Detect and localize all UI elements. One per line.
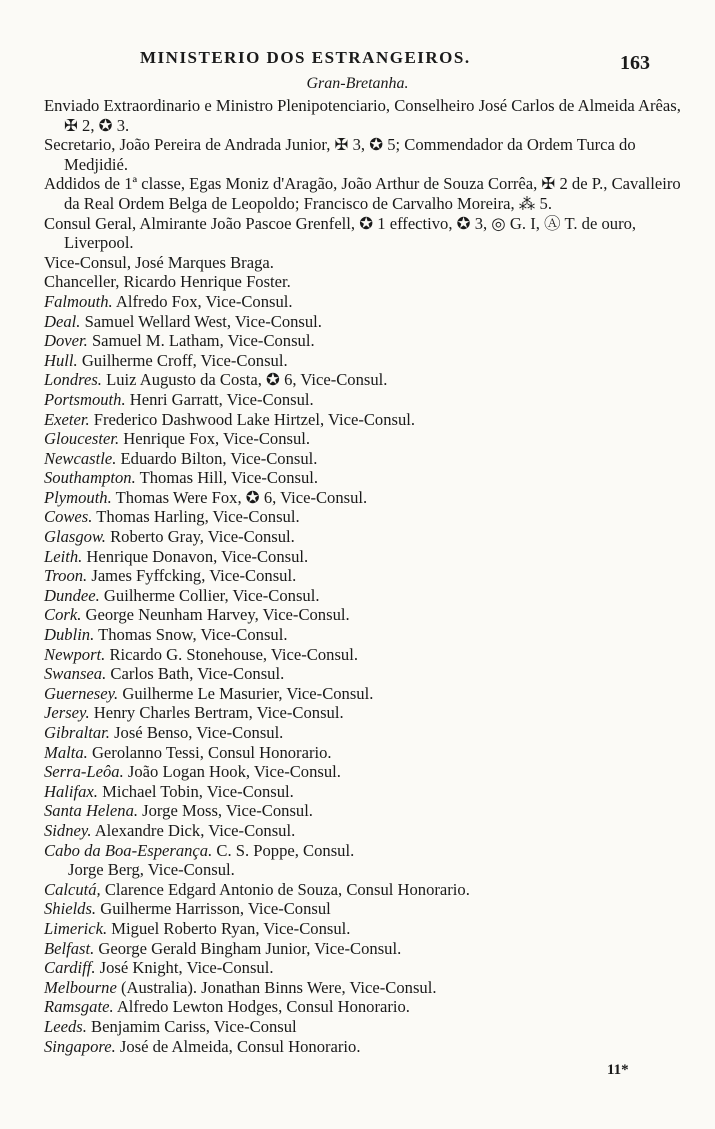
consulate-place: Malta. [44, 742, 88, 762]
consulate-officer: José Knight, Vice-Consul. [99, 958, 274, 978]
consulate-entry [44, 429, 684, 449]
consulate-entry [44, 1037, 684, 1057]
running-title: MINISTERIO DOS ESTRANGEIROS. [140, 48, 471, 67]
consulate-officer: Samuel Wellard West, Vice-Consul. [84, 311, 322, 331]
consulate-officer: George Gerald Bingham Junior, Vice-Consul. [98, 938, 402, 958]
consulate-officer: Guilherme Collier, Vice-Consul. [103, 585, 320, 605]
consulate-entry [44, 939, 684, 959]
consulate-entry [44, 331, 684, 351]
consulate-officer: Eduardo Bilton, Vice-Consul. [120, 448, 318, 468]
consulate-entry [44, 997, 684, 1017]
consulate-officer: Michael Tobin, Vice-Consul. [102, 781, 294, 801]
consulate-place: Leith. [44, 546, 83, 566]
consulate-place: Limerick. [44, 918, 108, 938]
consulate-officer: C. S. Poppe, Consul. [216, 840, 355, 860]
consulate-entry [44, 978, 684, 998]
consulate-place: Cabo da Boa-Esperança. [44, 840, 213, 860]
consulate-place: Gloucester. [44, 429, 120, 449]
consulate-place: Calcutá, [44, 879, 101, 899]
signature-mark: 11* [607, 1062, 629, 1078]
consulate-entry [44, 566, 684, 586]
consulate-entry [44, 547, 684, 567]
consulate-officer: Gerolanno Tessi, Consul Honorario. [91, 742, 332, 762]
consulate-entry [44, 312, 684, 332]
consulate-place: Deal. [44, 311, 81, 331]
consulate-officer: Alfredo Fox, Vice-Consul. [115, 291, 293, 311]
consulate-place: Melbourne [44, 977, 117, 997]
consulate-officer: Henrique Donavon, Vice-Consul. [86, 546, 309, 566]
consulate-officer: Miguel Roberto Ryan, Vice-Consul. [111, 918, 351, 938]
consulate-officer: Thomas Hill, Vice-Consul. [139, 468, 319, 488]
consulate-place: Gibraltar. [44, 723, 110, 742]
consulate-officer: Thomas Snow, Vice-Consul. [98, 625, 288, 645]
consulate-entry [44, 507, 684, 527]
consulate-place: Troon. [44, 566, 88, 586]
entry-attaches: Addidos de 1ª classe, Egas Moniz d'Aragão, João Arthur de Souza Corrêa, ✠ 2 de P., Cavalleiro da Real Ordem Belga de Leopoldo; Francisco de Carvalho Moreira, ⁂ 5. [44, 174, 681, 213]
consulate-officer: José Benso, Vice-Consul. [114, 723, 284, 742]
consulate-officer: Thomas Were Fox, ✪ 6, Vice-Consul. [115, 487, 368, 507]
consulate-place: Cardiff. [44, 958, 96, 978]
consulate-officer: José de Almeida, Consul Honorario. [119, 1036, 361, 1056]
consulate-officer: Samuel M. Latham, Vice-Consul. [91, 331, 315, 351]
consulate-entry [44, 899, 684, 919]
consulate-place: Dover. [44, 331, 88, 351]
consulate-place: Santa Helena. [44, 801, 139, 821]
consulate-officer: Henry Charles Bertram, Vice-Consul. [93, 703, 344, 723]
consulate-officer: Guilherme Croff, Vice-Consul. [81, 350, 288, 370]
consulate-place: Dundee. [44, 585, 100, 605]
consulate-entry [44, 703, 684, 723]
consulates-list [44, 292, 684, 860]
consulate-entry [44, 958, 684, 978]
consulate-entry [44, 527, 684, 547]
consulate-entry [44, 645, 684, 665]
consulate-place: Southampton. [44, 468, 136, 488]
consulate-entry [44, 351, 684, 371]
consulate-entry [44, 410, 684, 430]
consulate-entry [44, 390, 684, 410]
consulate-officer: Clarence Edgard Antonio de Souza, Consul Honorario. [104, 879, 470, 899]
consulate-officer: Henrique Fox, Vice-Consul. [123, 429, 311, 449]
consulate-place: Guernesey. [44, 683, 119, 703]
consulate-officer: Roberto Gray, Vice-Consul. [110, 527, 295, 547]
consulate-place: Newport. [44, 644, 106, 664]
consulate-entry [44, 821, 684, 841]
consulate-place: Singapore. [44, 1036, 116, 1056]
consulate-entry [44, 762, 684, 782]
consulates-list-2 [44, 880, 684, 1056]
consulate-place: Cowes. [44, 507, 93, 527]
consulate-entry [44, 449, 684, 469]
consulate-entry [44, 801, 684, 821]
consulate-officer: Guilherme Harrisson, Vice-Consul [100, 899, 331, 919]
consulate-officer: Benjamim Cariss, Vice-Consul [91, 1016, 297, 1036]
consulate-entry [44, 586, 684, 606]
consulate-entry [44, 743, 684, 763]
entry-vice-consul: Vice-Consul, José Marques Braga. [44, 252, 274, 272]
entry-chanceller: Chanceller, Ricardo Henrique Foster. [44, 272, 291, 292]
consulate-place: Plymouth. [44, 487, 112, 507]
consulate-entry [44, 625, 684, 645]
consulate-officer: Jorge Moss, Vice-Consul. [142, 801, 313, 821]
consulate-entry [44, 292, 684, 312]
consulate-place: Glasgow. [44, 527, 106, 547]
consulate-place: Newcastle. [44, 448, 117, 468]
consulate-entry [44, 919, 684, 939]
entry-envoy: Enviado Extraordinario e Ministro Plenipotenciario, Conselheiro José Carlos de Almeida Arêas, ✠ 2, ✪ 3. [44, 96, 681, 135]
consulate-place: Exeter. [44, 409, 90, 429]
entries-list [44, 96, 684, 1056]
consulate-entry [44, 1017, 684, 1037]
entry-secretary: Secretario, João Pereira de Andrada Junior, ✠ 3, ✪ 5; Commendador da Ordem Turca do Medjidié. [44, 135, 636, 174]
consulate-place: Sidney. [44, 820, 92, 840]
consulate-place: Hull. [44, 350, 78, 370]
consulate-officer: James Fyffcking, Vice-Consul. [91, 566, 297, 586]
consulate-officer: (Australia). Jonathan Binns Were, Vice-Consul. [120, 977, 437, 997]
consulate-entry [44, 684, 684, 704]
consulate-officer: João Logan Hook, Vice-Consul. [127, 762, 341, 782]
page-header [0, 48, 715, 74]
section-heading: Gran-Bretanha. [306, 75, 409, 92]
consulate-officer: Alexandre Dick, Vice-Consul. [94, 820, 296, 840]
consulate-officer: Carlos Bath, Vice-Consul. [110, 664, 285, 684]
consulate-officer: Alfredo Lewton Hodges, Consul Honorario. [116, 997, 410, 1017]
consulate-officer: Frederico Dashwood Lake Hirtzel, Vice-Consul. [93, 409, 416, 429]
consulate-place: Jersey. [44, 703, 90, 723]
consulate-place: Halifax. [44, 781, 98, 801]
consulate-entry [44, 370, 684, 390]
consulate-officer: Henri Garratt, Vice-Consul. [129, 389, 314, 409]
consulate-entry [44, 664, 684, 684]
consulate-place: Swansea. [44, 664, 107, 684]
page-number: 163 [620, 52, 650, 74]
consulate-place: Londres. [44, 370, 102, 390]
consulate-place: Shields. [44, 899, 97, 919]
consulate-officer: Thomas Harling, Vice-Consul. [96, 507, 300, 527]
consulate-entry [44, 841, 684, 861]
consulate-place: Ramsgate. [44, 997, 114, 1017]
consulate-place: Dublin. [44, 625, 95, 645]
consulate-officer: George Neunham Harvey, Vice-Consul. [85, 605, 350, 625]
consulate-place: Belfast. [44, 938, 95, 958]
consulate-officer: Guilherme Le Masurier, Vice-Consul. [122, 683, 374, 703]
consulate-officer: Luiz Augusto da Costa, ✪ 6, Vice-Consul. [106, 370, 388, 390]
entry-continuation: Jorge Berg, Vice-Consul. [68, 860, 235, 880]
consulate-place: Portsmouth. [44, 389, 126, 409]
consulate-place: Serra-Leôa. [44, 762, 124, 782]
consulate-entry [44, 723, 684, 743]
consulate-entry [44, 782, 684, 802]
consulate-place: Cork. [44, 605, 82, 625]
consulate-place: Falmouth. [44, 291, 113, 311]
consulate-entry [44, 605, 684, 625]
consulate-entry [44, 880, 684, 900]
consulate-officer: Ricardo G. Stonehouse, Vice-Consul. [109, 644, 358, 664]
consulate-entry [44, 468, 684, 488]
consulate-entry [44, 488, 684, 508]
entry-consul-general: Consul Geral, Almirante João Pascoe Grenfell, ✪ 1 effectivo, ✪ 3, ◎ G. I, Ⓐ T. de ouro, Liverpool. [44, 213, 637, 253]
consulate-place: Leeds. [44, 1016, 87, 1036]
